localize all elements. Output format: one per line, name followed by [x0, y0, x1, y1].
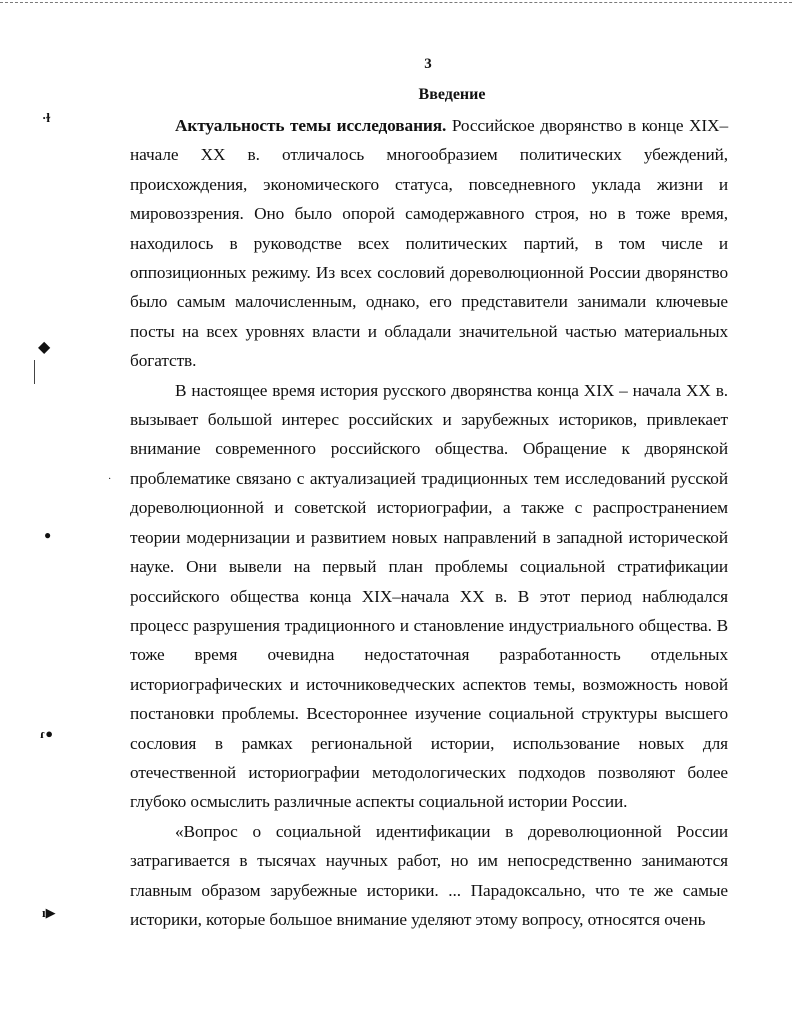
paragraph-current-interest — [130, 376, 728, 817]
binding-mark: ı▶ — [42, 905, 56, 920]
page-number: 3 — [424, 56, 432, 72]
paragraph-text: «Вопрос о социальной идентификации в дореволюционной России затрагивается в тысячах научных работ, но им непосредственно занимаются главным образом зарубежные историки. ... Парадоксально, что те же самые историки, которые большое внимание уделяют этому вопросу, относятся очень — [130, 821, 728, 929]
scan-speck: · — [108, 474, 112, 485]
binding-mark: ◆ — [38, 339, 51, 356]
scan-top-edge — [0, 2, 792, 3]
paragraph-text: В настоящее время история русского дворянства конца XIX – начала XX в. вызывает большой интерес российских и зарубежных историков, привлекает внимание современного российского общества. Обращение к дворянской проблематике связано с актуализацией традиционных тем исследований русской дореволюционной и советской историографии, а также с распространением теории модернизации и развитием новых направлений в западной исторической науке. Они вывели на первый план проблемы социальной стратификации российского общества конца XIX–начала XX в. В этот период наблюдался процесс разрушения традиционного и становление индустриального общества. В тоже время очевидна недостаточная разработанность отдельных историографических и источниковедческих аспектов темы, возможность новой постановки проблемы. Всестороннее изучение социальной структуры высшего сословия в рамках региональной истории, использование новых для отечественной историографии методологических подходов позволяют более глубоко осмыслить различные аспекты социальной истории России. — [130, 380, 728, 812]
binding-mark: ɾ● — [40, 726, 54, 741]
binding-mark: ● — [44, 528, 52, 542]
paragraph-quote — [130, 817, 728, 935]
binding-mark — [34, 360, 35, 384]
paragraph-lead-phrase: Актуальность темы исследования. — [175, 116, 447, 135]
body-text — [130, 111, 728, 934]
binding-mark: ·ɫ — [42, 110, 50, 125]
section-heading: Введение — [418, 86, 486, 103]
paragraph-text: Российское дворянство в конце XIX–начале XX в. отличалось многообразием политических убеждений, происхождения, экономического статуса, повседневного уклада жизни и мировоззрения. Оно было опорой самодержавного строя, но в тоже время, находилось в руководстве всех политических партий, в том числе и оппозиционных режиму. Из всех сословий дореволюционной России дворянство было самым малочисленным, однако, его представители занимали ключевые посты на всех уровнях власти и обладали значительной частью материальных богатств. — [130, 116, 728, 371]
paragraph-relevance — [130, 111, 728, 376]
